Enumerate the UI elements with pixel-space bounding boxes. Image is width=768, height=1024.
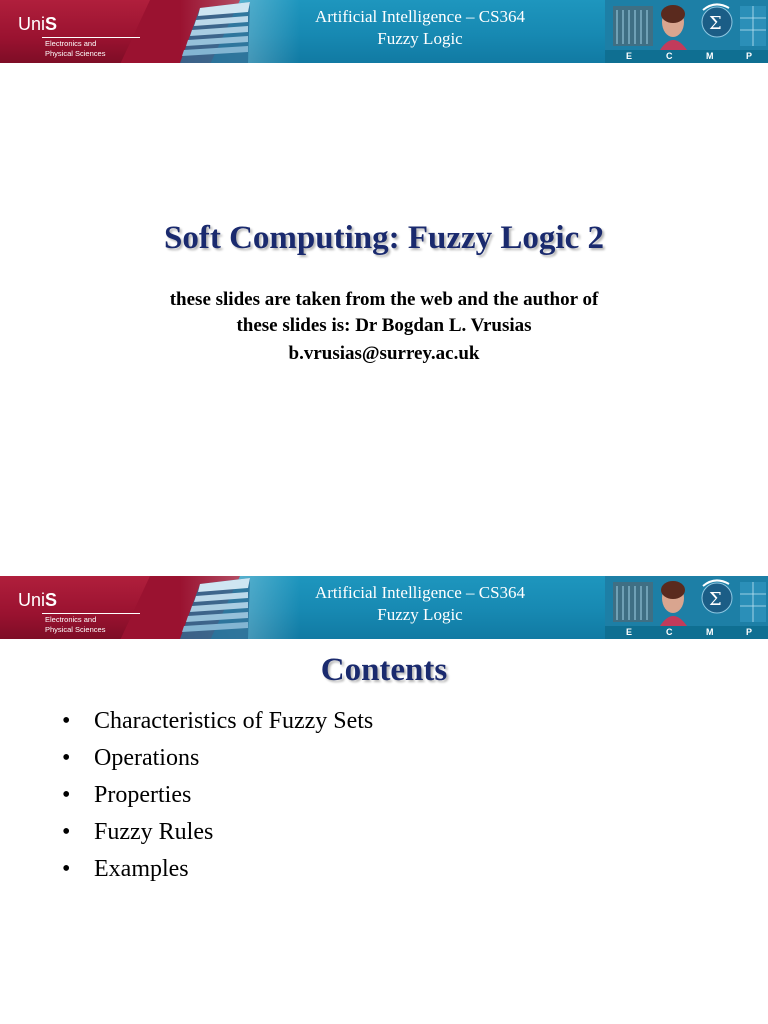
banner-course-title: Artificial Intelligence – CS364 <box>314 583 526 602</box>
list-item-text: Characteristics of Fuzzy Sets <box>94 708 374 734</box>
ecmp-p: P <box>746 627 753 637</box>
author-email: b.vrusias@surrey.ac.uk <box>288 343 480 364</box>
logo-sub-line1: Electronics and <box>45 39 97 48</box>
logo-divider <box>42 613 140 614</box>
contents-title: Contents <box>320 652 448 688</box>
list-item <box>62 777 373 814</box>
bullet: • <box>62 856 71 882</box>
credit-line-2: these slides is: Dr Bogdan L. Vrusias <box>236 315 532 336</box>
list-item <box>62 851 373 888</box>
list-item-text: Examples <box>94 856 189 882</box>
banner-topic-title: Fuzzy Logic <box>377 29 463 48</box>
svg-text:Σ: Σ <box>709 13 722 34</box>
list-item-text: Properties <box>94 782 192 808</box>
logo-divider <box>42 37 140 38</box>
list-item <box>62 703 373 740</box>
bullet: • <box>62 708 71 734</box>
list-item <box>62 814 373 851</box>
credit-line-1: these slides are taken from the web and the author of <box>169 289 599 310</box>
contents-list <box>62 703 373 888</box>
header-banner <box>0 0 768 63</box>
credit-text <box>0 287 768 339</box>
slide-title: Soft Computing: Fuzzy Logic 2 <box>164 220 604 256</box>
ecmp-strip <box>605 626 768 639</box>
building-graphic <box>160 0 255 63</box>
ecmp-c: C <box>666 627 673 637</box>
banner-title <box>250 582 590 626</box>
logo-subtitle <box>45 39 105 58</box>
banner-title <box>250 6 590 50</box>
logo-sub-line2: Physical Sciences <box>45 48 106 58</box>
logo-sub-line2: Physical Sciences <box>45 624 106 634</box>
bullet: • <box>62 782 71 808</box>
ecmp-c: C <box>666 51 673 61</box>
ecmp-strip <box>605 50 768 63</box>
banner-course-title: Artificial Intelligence – CS364 <box>314 7 526 26</box>
ecmp-p: P <box>746 51 753 61</box>
logo-uni-text: Uni <box>18 14 46 34</box>
ecmp-e: E <box>626 51 633 61</box>
bullet: • <box>62 745 71 771</box>
unis-logo <box>18 590 57 611</box>
list-item <box>62 740 373 777</box>
list-item-text: Operations <box>94 745 200 771</box>
ecmp-m: M <box>706 627 714 637</box>
svg-text:Σ: Σ <box>709 589 722 610</box>
ecmp-e: E <box>626 627 633 637</box>
logo-subtitle <box>45 615 105 634</box>
list-item-text: Fuzzy Rules <box>94 819 214 845</box>
logo-s-text: S <box>45 590 58 610</box>
logo-uni-text: Uni <box>18 590 46 610</box>
building-graphic <box>160 576 255 639</box>
slide-2 <box>0 576 768 1024</box>
logo-s-text: S <box>45 14 58 34</box>
header-banner <box>0 576 768 639</box>
unis-logo <box>18 14 57 35</box>
ecmp-m: M <box>706 51 714 61</box>
banner-topic-title: Fuzzy Logic <box>377 605 463 624</box>
logo-sub-line1: Electronics and <box>45 615 97 624</box>
bullet: • <box>62 819 71 845</box>
